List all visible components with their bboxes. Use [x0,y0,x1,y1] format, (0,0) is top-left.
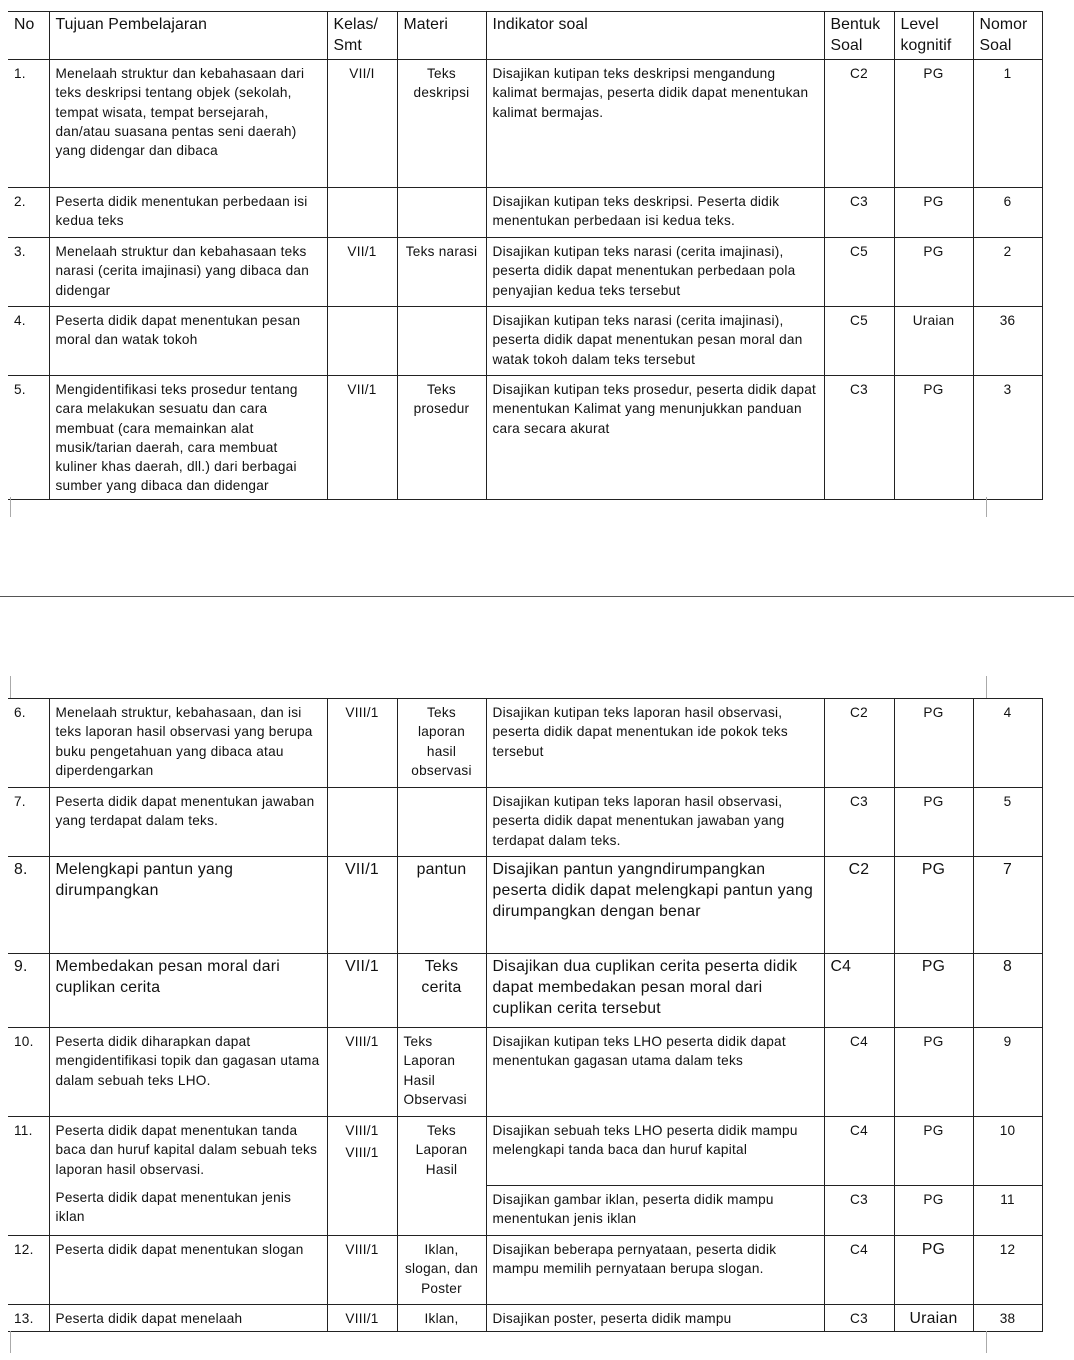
row-bentuk: C3 [824,376,894,500]
row-indikator: Disajikan kutipan teks deskripsi. Peserta didik menentukan perbedaan isi kedua teks. [486,188,824,238]
table-row [8,238,1042,307]
row-bentuk: C5 [824,307,894,376]
page-separator [0,596,1074,597]
row-nomor: 1 [973,60,1042,188]
table-row [8,376,1042,500]
row-no: 2. [8,188,49,238]
row-kelas: VIII/1 [327,1028,397,1117]
row-bentuk: C4 [824,1028,894,1117]
row-kelas: VII/1 [327,954,397,1028]
row-bentuk: C4 [824,954,894,1028]
page-edge-marker [10,676,11,698]
row-nomor: 36 [973,307,1042,376]
row-kelas [327,307,397,376]
row-kelas: VIII/1 [327,699,397,788]
row-nomor: 5 [973,788,1042,857]
table-row [8,1028,1042,1117]
row-materi [397,188,486,238]
row-tujuan: Peserta didik dapat menelaah [49,1305,327,1332]
row-level: Uraian [894,307,973,376]
row-indikator: Disajikan pantun yangndirumpangkan peserta didik dapat melengkapi pantun yang dirumpangkan dengan benar [486,857,824,954]
row-indikator: Disajikan beberapa pernyataan, peserta didik mampu memilih pernyataan berupa slogan. [486,1236,824,1305]
row-indikator: Disajikan kutipan teks prosedur, peserta didik dapat menentukan Kalimat yang menunjukkan panduan cara secara akurat [486,376,824,500]
row-level: PG [894,1028,973,1117]
row-kelas [327,788,397,857]
row-nomor: 7 [973,857,1042,954]
row-nomor: 10 [973,1117,1042,1186]
row-nomor: 2 [973,238,1042,307]
row-kelas: VIII/1 [327,1305,397,1332]
row-materi: pantun [397,857,486,954]
page-edge-marker [986,497,987,517]
table-row [8,954,1042,1028]
row-materi: Iklan, [397,1305,486,1332]
header-nomor: Nomor Soal [973,12,1042,60]
row-no: 7. [8,788,49,857]
row-level: PG [894,1236,973,1305]
row-kelas: VIII/1 [327,1236,397,1305]
row-indikator: Disajikan sebuah teks LHO peserta didik mampu melengkapi tanda baca dan huruf kapital [486,1117,824,1186]
row-no: 5. [8,376,49,500]
row-bentuk: C3 [824,188,894,238]
row-nomor: 12 [973,1236,1042,1305]
row-bentuk: C2 [824,857,894,954]
row-level: PG [894,1117,973,1186]
row-indikator: Disajikan kutipan teks LHO peserta didik dapat menentukan gagasan utama dalam teks [486,1028,824,1117]
row-level: PG [894,60,973,188]
row-level: PG [894,188,973,238]
row-bentuk: C3 [824,1186,894,1236]
table-row [8,699,1042,788]
row-tujuan [49,1117,327,1236]
row-kelas-part-2: VIII/1 [345,1145,379,1161]
table-row [8,1117,1042,1186]
row-materi [397,307,486,376]
table-header-row [8,12,1042,60]
table-row [8,1305,1042,1332]
header-bentuk: Bentuk Soal [824,12,894,60]
page-edge-marker [10,497,11,517]
row-nomor: 4 [973,699,1042,788]
row-indikator: Disajikan kutipan teks deskripsi mengandung kalimat bermajas, peserta didik dapat menentukan kalimat bermajas. [486,60,824,188]
row-level: PG [894,954,973,1028]
row-indikator: Disajikan kutipan teks narasi (cerita imajinasi), peserta didik dapat menentukan perbedaan pola penyajian kedua teks tersebut [486,238,824,307]
row-tujuan: Peserta didik diharapkan dapat mengidentifikasi topik dan gagasan utama dalam sebuah teks LHO. [49,1028,327,1117]
row-bentuk: C3 [824,1305,894,1332]
row-nomor: 11 [973,1186,1042,1236]
header-tujuan: Tujuan Pembelajaran [49,12,327,60]
row-nomor: 6 [973,188,1042,238]
row-no: 8. [8,857,49,954]
row-kelas: VII/1 [327,238,397,307]
row-nomor: 9 [973,1028,1042,1117]
row-kelas [327,1117,397,1236]
page-edge-marker [10,1331,11,1353]
row-bentuk: C2 [824,60,894,188]
row-tujuan: Melengkapi pantun yang dirumpangkan [49,857,327,954]
row-tujuan: Menelaah struktur dan kebahasaan teks narasi (cerita imajinasi) yang dibaca dan didengar [49,238,327,307]
table-row [8,60,1042,188]
row-no: 3. [8,238,49,307]
row-materi: Iklan, slogan, dan Poster [397,1236,486,1305]
page-edge-marker [986,676,987,698]
header-no: No [8,12,49,60]
row-kelas: VII/1 [327,857,397,954]
table-row [8,188,1042,238]
row-kelas: VII/1 [327,376,397,500]
row-no: 10. [8,1028,49,1117]
row-bentuk: C3 [824,788,894,857]
row-kelas [327,188,397,238]
row-kelas: VII/I [327,60,397,188]
row-no: 4. [8,307,49,376]
assessment-table-page-1 [8,11,1043,500]
row-tujuan: Membedakan pesan moral dari cuplikan cerita [49,954,327,1028]
row-tujuan-part-2: Peserta didik dapat menentukan jenis iklan [55,1189,292,1225]
row-no: 13. [8,1305,49,1332]
row-level: PG [894,1186,973,1236]
row-bentuk: C4 [824,1117,894,1186]
row-nomor: 38 [973,1305,1042,1332]
row-materi: Teks Laporan Hasil Observasi [397,1028,486,1117]
row-tujuan: Peserta didik dapat menentukan slogan [49,1236,327,1305]
row-tujuan-part-1: Peserta didik dapat menentukan tanda baca dan huruf kapital dalam sebuah teks laporan hasil observasi. [55,1123,318,1177]
header-kelas: Kelas/ Smt [327,12,397,60]
row-materi: Teks narasi [397,238,486,307]
row-no: 6. [8,699,49,788]
row-nomor: 8 [973,954,1042,1028]
row-indikator: Disajikan gambar iklan, peserta didik mampu menentukan jenis iklan [486,1186,824,1236]
row-tujuan: Menelaah struktur dan kebahasaan dari teks deskripsi tentang objek (sekolah, tempat wisata, tempat bersejarah, dan/atau suasana pentas seni daerah) yang didengar dan dibaca [49,60,327,188]
row-level: PG [894,376,973,500]
row-tujuan: Peserta didik dapat menentukan pesan moral dan watak tokoh [49,307,327,376]
row-no: 1. [8,60,49,188]
row-indikator: Disajikan kutipan teks laporan hasil observasi, peserta didik dapat menentukan ide pokok teks tersebut [486,699,824,788]
row-materi: Teks cerita [397,954,486,1028]
row-materi: Teks laporan hasil observasi [397,699,486,788]
row-nomor: 3 [973,376,1042,500]
row-bentuk: C5 [824,238,894,307]
header-indikator: Indikator soal [486,12,824,60]
row-no: 12. [8,1236,49,1305]
row-no: 9. [8,954,49,1028]
row-indikator: Disajikan poster, peserta didik mampu [486,1305,824,1332]
row-level: PG [894,238,973,307]
row-materi: Teks deskripsi [397,60,486,188]
row-level: Uraian [894,1305,973,1332]
row-materi: Teks Laporan Hasil [397,1117,486,1236]
row-indikator: Disajikan kutipan teks laporan hasil observasi, peserta didik dapat menentukan jawaban yang terdapat dalam teks. [486,788,824,857]
row-bentuk: C2 [824,699,894,788]
row-kelas-part-1: VIII/1 [345,1123,379,1138]
row-tujuan: Peserta didik menentukan perbedaan isi kedua teks [49,188,327,238]
row-level: PG [894,788,973,857]
row-level: PG [894,857,973,954]
row-level: PG [894,699,973,788]
table-row [8,857,1042,954]
row-indikator: Disajikan kutipan teks narasi (cerita imajinasi), peserta didik dapat menentukan pesan moral dan watak tokoh dalam teks tersebut [486,307,824,376]
row-materi: Teks prosedur [397,376,486,500]
row-bentuk: C4 [824,1236,894,1305]
header-materi: Materi [397,12,486,60]
row-tujuan: Peserta didik dapat menentukan jawaban yang terdapat dalam teks. [49,788,327,857]
row-tujuan: Mengidentifikasi teks prosedur tentang cara melakukan sesuatu dan cara membuat (cara memainkan alat musik/tarian daerah, cara membuat kuliner khas daerah, dll.) dari berbagai sumber yang dibaca dan didengar [49,376,327,500]
table-row [8,307,1042,376]
table-row [8,1236,1042,1305]
assessment-table-page-2 [8,698,1043,1332]
page-edge-marker [986,1331,987,1353]
row-tujuan: Menelaah struktur, kebahasaan, dan isi teks laporan hasil observasi yang berupa buku pengetahuan yang dibaca atau diperdengarkan [49,699,327,788]
row-materi [397,788,486,857]
row-indikator: Disajikan dua cuplikan cerita peserta didik dapat membedakan pesan moral dari cuplikan cerita tersebut [486,954,824,1028]
row-no: 11. [8,1117,49,1236]
header-level: Level kognitif [894,12,973,60]
table-row [8,788,1042,857]
